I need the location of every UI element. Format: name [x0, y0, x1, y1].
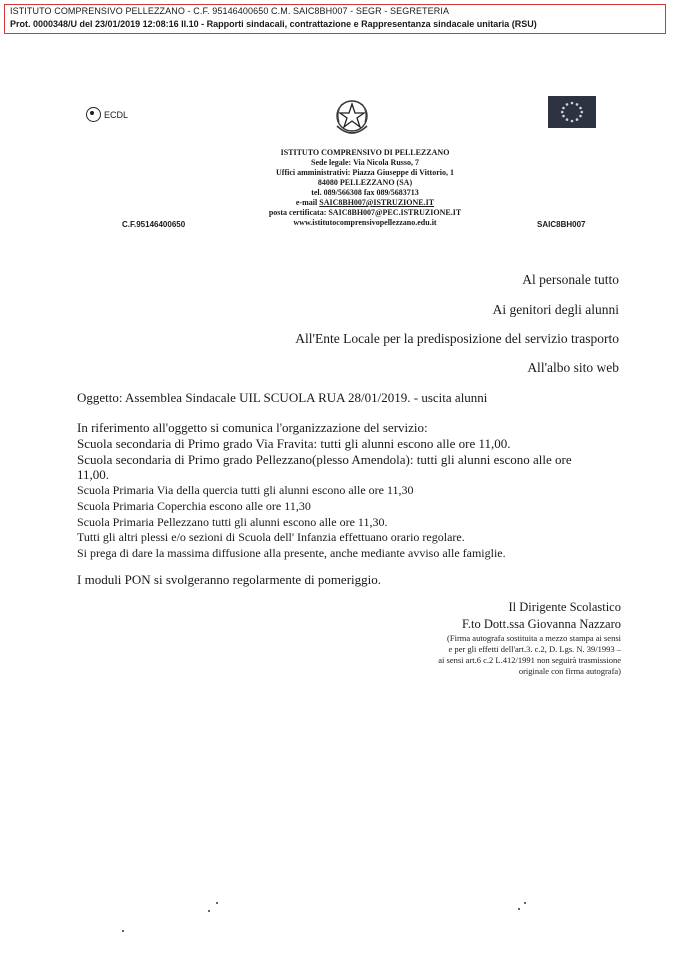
uffici-amministrativi: Uffici amministrativi: Piazza Giuseppe di Vittorio, 1 [276, 168, 454, 177]
body-amendola: Scuola secondaria di Primo grado Pellezzano(plesso Amendola): tutti gli alunni escono alle ore [77, 452, 572, 467]
italian-republic-emblem-icon [331, 96, 373, 138]
body-pellezzano: Scuola Primaria Pellezzano tutti gli alunni escono alle ore 11,30. [77, 515, 388, 529]
signature-note [438, 633, 621, 677]
signature-name: F.to Dott.ssa Giovanna Nazzaro [461, 617, 621, 631]
subject-line: Oggetto: Assemblea Sindacale UIL SCUOLA RUA 28/01/2019. - uscita alunni [77, 390, 488, 405]
email-label: e-mail [295, 198, 320, 207]
recipient-personale: Al personale tutto [522, 272, 619, 287]
body-quercia: Scuola Primaria Via della quercia tutti gli alunni escono alle ore 11,30 [77, 483, 414, 497]
body-diffusione: Si prega di dare la massima diffusione alla presente, anche mediante avviso alle famiglie. [77, 546, 506, 560]
body-infanzia: Tutti gli altri plessi e/o sezioni di Scuola dell' Infanzia effettuano orario regolare. [77, 530, 465, 544]
eu-flag-icon [548, 96, 596, 128]
scan-speck [122, 930, 124, 932]
protocol-stamp-line1: ISTITUTO COMPRENSIVO PELLEZZANO - C.F. 95146400650 C.M. SAIC8BH007 - SEGR - SEGRETERIA [10, 6, 450, 16]
signature-note-line4: originale con firma autografa) [518, 666, 621, 676]
cap-city: 84080 PELLEZZANO (SA) [317, 178, 413, 187]
signature-note-line3: ai sensi art.6 c.2 L.412/1991 non seguirà trasmissione [438, 655, 621, 665]
school-letterhead [200, 148, 530, 228]
body-coperchia: Scuola Primaria Coperchia escono alle ore 11,30 [77, 499, 311, 513]
school-code: SAIC8BH007 [537, 220, 586, 229]
email-line [200, 198, 530, 208]
ecdl-logo [86, 107, 128, 122]
pec-line: posta certificata: SAIC8BH007@PEC.ISTRUZIONE.IT [268, 208, 462, 217]
body-amendola-cont: 11,00. [77, 467, 110, 482]
body-intro: In riferimento all'oggetto si comunica l'organizzazione del servizio: [77, 420, 428, 435]
scan-speck [518, 908, 520, 910]
codice-fiscale: C.F.95146400650 [122, 220, 186, 229]
scan-speck [208, 910, 210, 912]
ecdl-icon [86, 107, 101, 122]
signature-note-line2: e per gli effetti dell'art.3. c.2, D. Lgs. N. 39/1993 – [448, 644, 621, 654]
email-link[interactable]: SAIC8BH007@ISTRUZIONE.IT [319, 198, 435, 207]
signature-role: Il Dirigente Scolastico [508, 600, 621, 614]
signature-note-line1: (Firma autografa sostituita a mezzo stampa ai sensi [447, 633, 621, 643]
school-name: ISTITUTO COMPRENSIVO DI PELLEZZANO [280, 148, 450, 157]
recipient-ente-locale: All'Ente Locale per la predisposizione del servizio trasporto [295, 331, 619, 346]
website-link[interactable]: www.istitutocomprensivopellezzano.edu.it [293, 218, 437, 227]
body-pon: I moduli PON si svolgeranno regolarmente di pomeriggio. [77, 572, 382, 587]
scan-speck [524, 902, 526, 904]
sede-legale: Sede legale: Via Nicola Russo, 7 [311, 158, 419, 167]
recipient-genitori: Ai genitori degli alunni [492, 302, 619, 317]
ecdl-label: ECDL [104, 109, 129, 120]
tel-fax: tel. 089/566308 fax 089/5683713 [311, 188, 419, 197]
recipient-albo: All'albo sito web [527, 360, 619, 375]
protocol-stamp-line2: Prot. 0000348/U del 23/01/2019 12:08:16 II.10 - Rapporti sindacali, contrattazione e Rappresentanza sindacale unitaria (RSU) [10, 19, 537, 29]
body-fravita: Scuola secondaria di Primo grado Via Fravita: tutti gli alunni escono alle ore 11,00. [77, 436, 511, 451]
scan-speck [216, 902, 218, 904]
